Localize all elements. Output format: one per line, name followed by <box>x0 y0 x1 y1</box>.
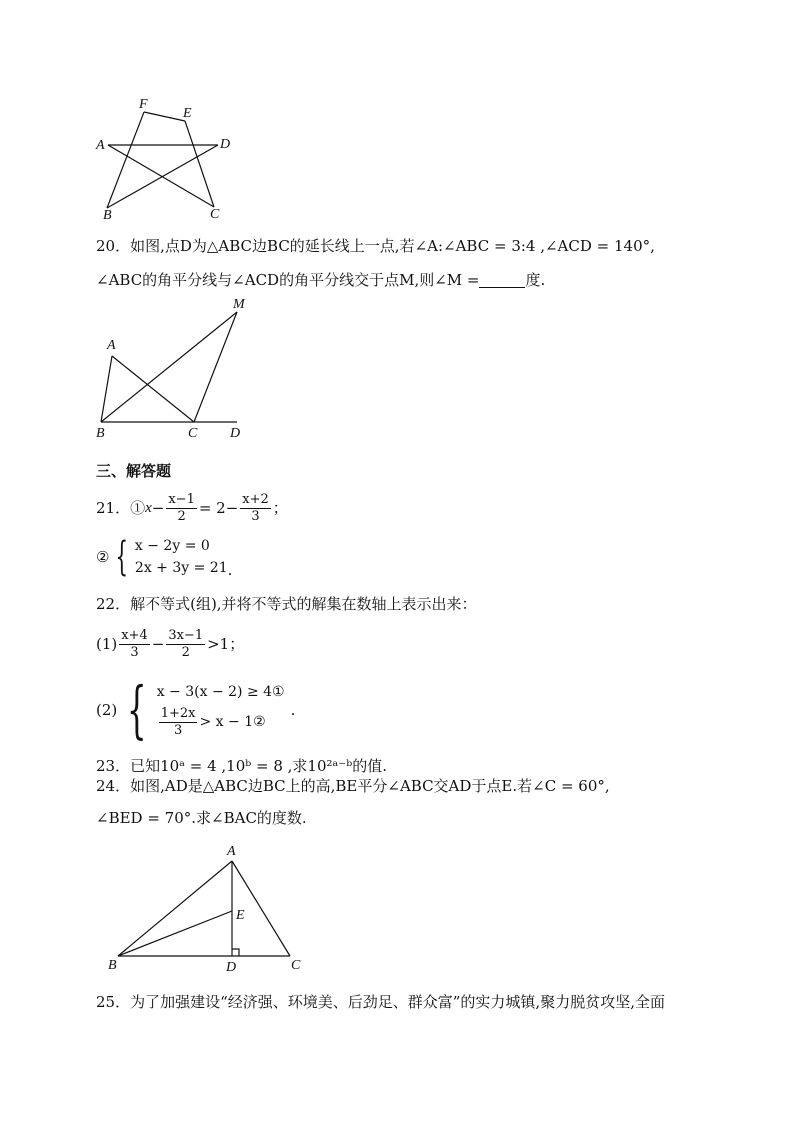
denominator: 3 <box>251 508 260 524</box>
system-line: x − 2y = 0 <box>134 538 210 554</box>
q24-line1: 24．如图,AD是△ABC边BC上的高,BE平分∠ABC交AD于点E.若∠C = 60°, <box>96 777 610 795</box>
denominator: 3 <box>130 644 139 660</box>
q22-title: 22．解不等式(组),并将不等式的解集在数轴上表示出来： <box>96 595 477 613</box>
q20-line2-text: ∠ABC的角平分线与∠ACD的角平分线交于点M,则∠M = <box>96 271 480 289</box>
minus-sign: − <box>151 635 165 653</box>
period: . <box>290 701 296 719</box>
label-D: D <box>220 137 231 152</box>
label-C: C <box>188 426 198 441</box>
inequality-rest: > x − 1② <box>199 714 266 730</box>
var-x: x <box>145 500 152 516</box>
q23-text: 23．已知10ᵃ = 4 ,10ᵇ = 8 ,求10²ᵃ⁻ᵇ的值. <box>96 757 387 775</box>
minus-sign: − <box>151 499 165 517</box>
numerator: 1+2x <box>160 705 196 721</box>
q24-line2: ∠BED = 70°.求∠BAC的度数. <box>96 809 307 827</box>
label-B: B <box>108 958 117 973</box>
label-C: C <box>291 958 301 973</box>
label-D: D <box>230 426 241 441</box>
denominator: 2 <box>177 508 186 524</box>
equals-part: = 2− <box>198 499 239 517</box>
numerator: x+4 <box>121 627 148 643</box>
left-brace: { <box>127 673 147 746</box>
system-line: 2x + 3y = 21 <box>134 560 228 576</box>
semicolon: ； <box>272 499 288 517</box>
q21-number: 21．① <box>96 499 146 517</box>
label-M: M <box>233 297 245 312</box>
period: . <box>227 561 233 579</box>
section-heading: 三、解答题 <box>96 462 172 480</box>
label-C: C <box>210 207 220 222</box>
inequality-end: >1； <box>207 635 245 653</box>
label-B: B <box>96 426 105 441</box>
denominator: 2 <box>181 644 190 660</box>
denominator: 3 <box>173 722 183 738</box>
label-B: B <box>103 208 112 223</box>
label-E: E <box>183 106 192 121</box>
numerator: x−1 <box>168 491 195 507</box>
numerator: x+2 <box>242 491 269 507</box>
part-label: (2) <box>96 701 118 719</box>
label-A: A <box>96 138 105 153</box>
label-F: F <box>139 97 148 112</box>
q20-line2-end: 度. <box>525 271 546 289</box>
label-A: A <box>107 338 116 353</box>
label-D: D <box>226 960 237 975</box>
q25-text: 25．为了加强建设“经济强、环境美、后劲足、群众富”的实力城镇,聚力脱贫攻坚,全面 <box>96 993 665 1011</box>
part-label: (1) <box>96 635 118 653</box>
label-A: A <box>227 844 236 859</box>
q20-line1: 20．如图,点D为△ABC边BC的延长线上一点,若∠A:∠ABC = 3:4 ,∠ACD = 140°, <box>96 237 655 255</box>
left-brace: { <box>115 534 129 580</box>
numerator: 3x−1 <box>168 627 204 643</box>
system-line: x − 3(x − 2) ≥ 4① <box>156 683 285 700</box>
q21-circ2: ② <box>96 548 110 566</box>
label-E: E <box>236 908 245 923</box>
